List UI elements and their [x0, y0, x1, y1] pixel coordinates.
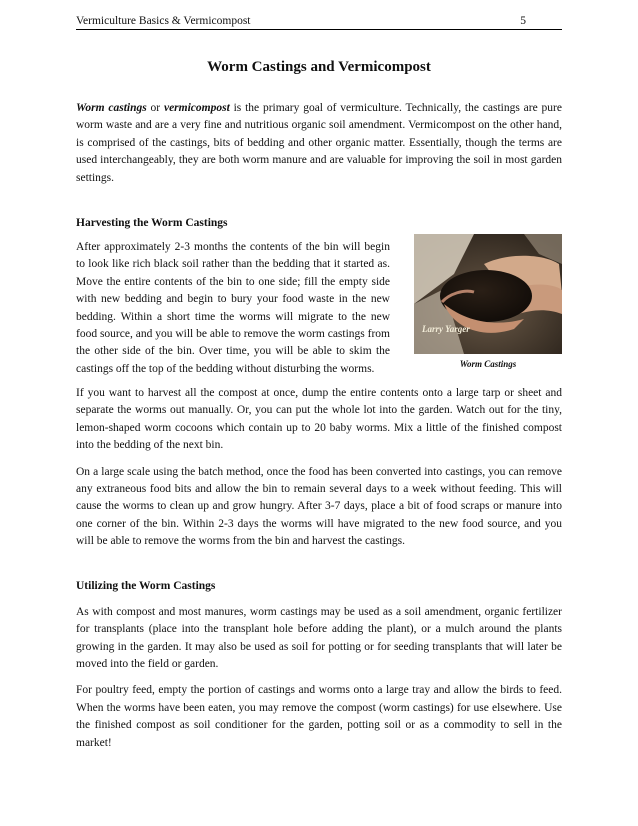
hands-holding-castings-image: [414, 234, 562, 354]
page-title: Worm Castings and Vermicompost: [207, 59, 431, 75]
page-content: [76, 58, 562, 752]
header-title: Vermiculture Basics & Vermicompost: [76, 15, 251, 27]
utilizing-paragraph-2: For poultry feed, empty the portion of castings and worms onto a large tray and allow the birds to feed. When the worms have been eaten, you may remove the compost (worm castings) for use elsewhere. Use the finished compost as soil conditioner for the garden, potting soil or as a commodity to sell in the market!: [76, 684, 562, 749]
worm-castings-photo: [414, 234, 562, 354]
photo-credit: Larry Yarger: [422, 324, 470, 335]
term-vermicompost: vermicompost: [163, 102, 230, 114]
page-number: 5: [520, 15, 526, 27]
intro-connector: or: [146, 102, 164, 114]
harvesting-paragraph-3: On a large scale using the batch method, once the food has been converted into castings, you can remove any extraneous food bits and allow the bin to remain several days to a week without feeding. This will cause the worms to clean up and grow hungry. After 3-7 days, place a bit of food scraps or manure into one corner of the bin. Within 2-3 days the worms will have migrated to the new food source, and you will be able to remove the worms from the bin and harvest the castings.: [76, 465, 562, 548]
harvesting-heading: Harvesting the Worm Castings: [76, 217, 228, 230]
worm-castings-figure: [414, 234, 562, 372]
intro-paragraph: [76, 100, 562, 187]
term-worm-castings: Worm castings: [76, 102, 147, 114]
utilizing-paragraph-1: As with compost and most manures, worm castings may be used as a soil amendment, organic fertilizer for transplants (place into the transplant hole before adding the plant), or a mulch around the plants growing in the garden. It may also be used as soil for potting or for seeding transplants that will later be moved into the field or garden.: [76, 605, 562, 670]
harvesting-block: [76, 239, 562, 376]
intro-text: is the primary goal of vermiculture. Technically, the castings are pure worm waste and are a very fine and nutritious organic soil amendment. Vermicompost on the other hand, is comprised of the castings, bits of bedding and other organic matter. Essentially, though the terms are used interchangeably, they are both worm manure and are valuable for improving the soil in most garden settings.: [76, 102, 562, 184]
harvesting-paragraph-1: After approximately 2-3 months the contents of the bin will begin to look like rich black soil rather than the bedding that it started as. Move the entire contents of the bin to one side; fill the empty side with new bedding and begin to bury your food waste in the new bedding. Within a short time the worms will migrate to the new food source, and you will be able to remove the worm castings from the other side of the bin. Over time, you will be able to skim the castings off the top of the bedding without disturbing the worms.: [76, 241, 390, 375]
header-rule: [76, 29, 562, 30]
figure-caption: Worm Castings: [459, 359, 517, 370]
utilizing-heading: Utilizing the Worm Castings: [76, 579, 216, 592]
page-header: [76, 14, 526, 28]
harvesting-paragraph-2: If you want to harvest all the compost at once, dump the entire contents onto a large tarp or sheet and separate the worms out manually. Or, you can put the whole lot into the garden. Watch out for the tiny, lemon-shaped worm cocoons which contain up to 20 baby worms. Mix a little of the finished compost into the bedding of the next bin.: [76, 387, 562, 452]
